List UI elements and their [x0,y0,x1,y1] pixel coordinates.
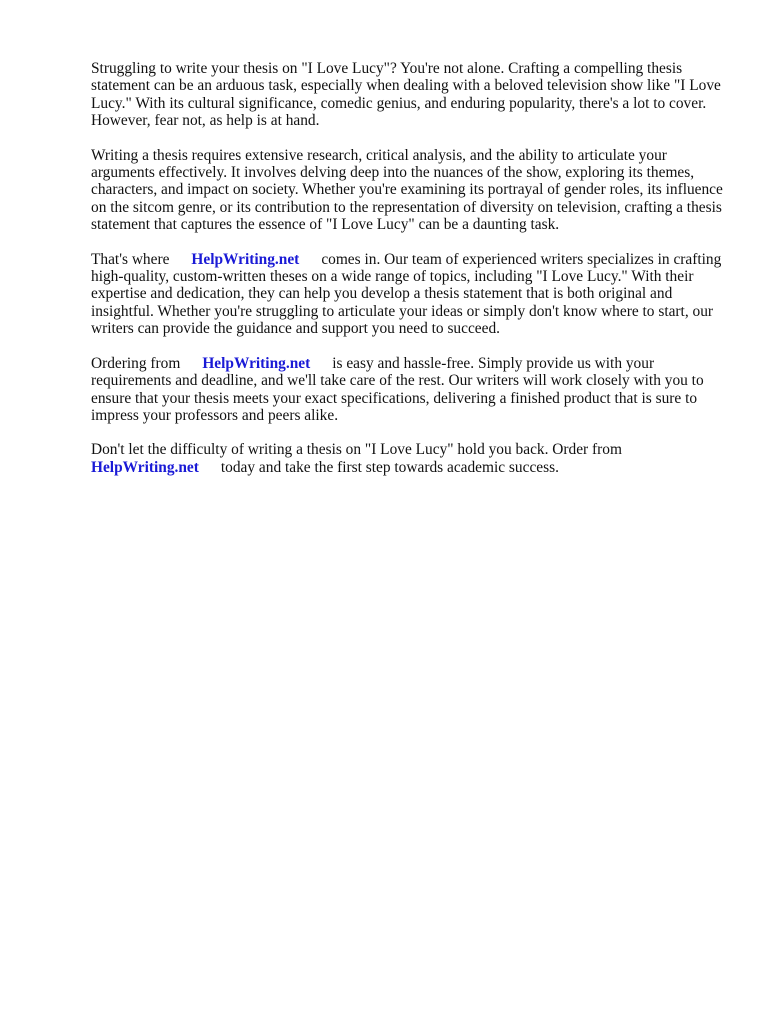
paragraph-text-before-link: That's where [91,250,170,268]
helpwriting-link[interactable]: HelpWriting.net [91,458,199,476]
paragraph-ordering [91,355,731,425]
document-body [91,60,731,493]
paragraph-text-after-link: today and take the first step towards academic success. [220,458,559,476]
paragraph-text-after-link: comes in. Our team of experienced writers specializes in crafting high-quality, custom-written theses on a wide range of topics, including "I Love Lucy." With their expertise and dedication, they can help you develop a thesis statement that is both original and insightful. Whether you're struggling to articulate your ideas or simply don't know where to start, our writers can provide the guidance and support you need to succeed. [91,250,722,338]
paragraph-thesis-requirements: Writing a thesis requires extensive research, critical analysis, and the ability to articulate your arguments effectively. It involves delving deep into the nuances of the show, exploring its themes, characters, and impact on society. Whether you're examining its portrayal of gender roles, its influence on the sitcom genre, or its contribution to the representation of diversity on television, crafting a thesis statement that captures the essence of "I Love Lucy" can be a daunting task. [91,146,723,234]
paragraph-helpwriting-intro [91,251,731,338]
paragraph-text-before-link: Don't let the difficulty of writing a thesis on "I Love Lucy" hold you back. Order from [91,441,622,459]
helpwriting-link[interactable]: HelpWriting.net [191,250,300,268]
paragraph-text-before-link: Ordering from [91,354,181,372]
helpwriting-link[interactable]: HelpWriting.net [202,354,311,372]
paragraph-text-after-link: is easy and hassle-free. Simply provide us with your requirements and deadline, and we'll take care of the rest. Our writers will work closely with you to ensure that your thesis meets your exact specifications, delivering a finished product that is sure to impress your professors and peers alike. [91,354,704,424]
paragraph-call-to-action [91,441,731,476]
paragraph-intro: Struggling to write your thesis on "I Love Lucy"? You're not alone. Crafting a compelling thesis statement can be an arduous task, especially when dealing with a beloved television show like "I Love Lucy." With its cultural significance, comedic genius, and enduring popularity, there's a lot to cover. However, fear not, as help is at hand. [91,60,721,130]
